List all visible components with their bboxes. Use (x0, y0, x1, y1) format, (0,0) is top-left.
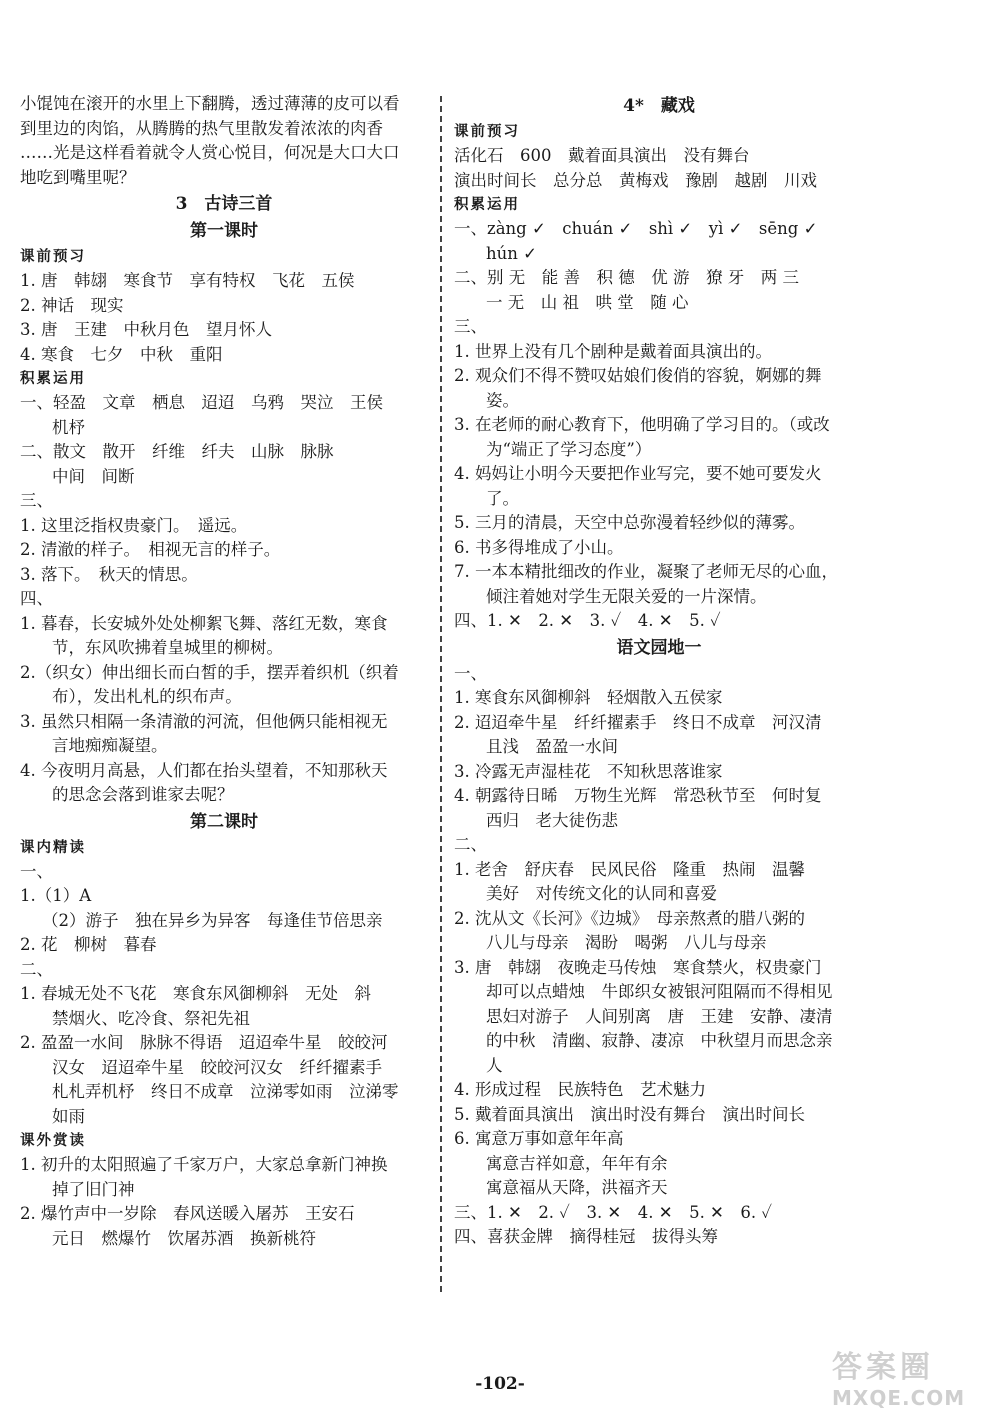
answer-line: 如雨 (52, 1106, 85, 1126)
answer-line: 姿。 (486, 390, 519, 410)
answer-line: 3. 落下。 秋天的情思。 (20, 564, 198, 584)
answer-line: 美好 对传统文化的认同和喜爱 (486, 884, 717, 903)
answer-line: 3. 唐 韩翃 夜晚走马传烛 寒食禁火，权贵豪门 (454, 957, 822, 977)
answer-line: 4. 形成过程 民族特色 艺术魅力 (454, 1080, 706, 1099)
answer-line: 6. 书多得堆成了小山。 (454, 537, 624, 557)
answer-line: 1. 春城无处不飞花 寒食东风御柳斜 无处 斜 (20, 984, 371, 1003)
answer-line: 一、 (454, 663, 487, 683)
answer-line: 一、 (20, 861, 53, 881)
answer-line: 掉了旧门神 (52, 1179, 135, 1199)
answer-line: 1. 初升的太阳照遍了千家万户，大家总拿新门神换 (20, 1155, 388, 1174)
answer-line: 二、别 无 能 善 积 德 优 游 獠 牙 两 三 (454, 268, 799, 287)
answer-line: 1. 暮春，长安城外处处柳絮飞舞、落红无数，寒食 (20, 613, 388, 633)
answer-line: 2. 盈盈一水间 脉脉不得语 迢迢牵牛星 皎皎河 (20, 1033, 388, 1052)
answer-line: 2. 花 柳树 暮春 (20, 935, 157, 954)
answer-line: 布），发出札札的织布声。 (52, 687, 242, 706)
answer-line: 思妇对游子 人间别离 唐 王建 安静、凄清 (486, 1006, 833, 1026)
watermark-logo: 答案圈 (832, 1350, 934, 1385)
answer-line: 寓意吉祥如意，年年有余 (486, 1153, 668, 1173)
answer-line: 中间 间断 (52, 466, 135, 486)
section-label: 课前预习 (454, 124, 520, 140)
answer-line: 4. 朝露待日晞 万物生光辉 常恐秋节至 何时复 (454, 786, 822, 805)
answer-line: 禁烟火、吃冷食、祭祀先祖 (52, 1008, 250, 1028)
answer-line: 1. 这里泛指权贵豪门。 遥远。 (20, 515, 248, 535)
answer-line: 的中秋 清幽、寂静、凄凉 中秋望月而思念亲 (486, 1031, 833, 1050)
section-label: 课内精读 (20, 839, 86, 856)
answer-line: 四、喜获金牌 摘得桂冠 拔得头筹 (454, 1227, 718, 1246)
answer-line: 节，东风吹拂着皇城里的柳树。 (52, 638, 283, 657)
answer-line: 二、 (454, 835, 487, 854)
answer-line: 1. 唐 韩翃 寒食节 享有特权 飞花 五侯 (20, 271, 355, 290)
answer-line: 1. 世界上没有几个剧种是戴着面具演出的。 (454, 341, 772, 361)
answer-line: 2. 神话 现实 (20, 295, 124, 315)
answer-line: 3. 冷露无声湿桂花 不知秋思落谁家 (454, 761, 723, 781)
answer-line: 札札弄机杼 终日不成章 泣涕零如雨 泣涕零 (52, 1082, 399, 1101)
answer-line: 了。 (486, 488, 519, 508)
answer-line: 3. 虽然只相隔一条清澈的河流，但他俩只能相视无 (20, 711, 388, 731)
answer-line: 西归 老大徒伤悲 (486, 810, 618, 830)
answer-line: 倾注着她对学生无限关爱的一片深情。 (486, 586, 767, 606)
section-label: 积累运用 (454, 197, 520, 213)
answer-line: 4. 妈妈让小明今天要把作业写完，要不她可要发火 (454, 464, 822, 483)
answer-line: 八儿与母亲 渴盼 喝粥 八儿与母亲 (486, 933, 767, 952)
column-divider (440, 96, 442, 1292)
answer-line: 到里边的肉馅，从腾腾的热气里散发着浓浓的肉香 (20, 118, 383, 138)
answer-line: 4. 寒食 七夕 中秋 重阳 (20, 344, 223, 364)
answer-line: 却可以点蜡烛 牛郎织女被银河阻隔而不得相见 (486, 982, 833, 1001)
answer-line: （2）游子 独在异乡为异客 每逢佳节倍思亲 (42, 910, 383, 930)
answer-line: 演出时间长 总分总 黄梅戏 豫剧 越剧 川戏 (454, 170, 817, 190)
answer-line: 机杼 (52, 417, 85, 437)
answer-line: 汉女 迢迢牵牛星 皎皎河汉女 纤纤擢素手 (52, 1057, 382, 1077)
section-label: 课外赏读 (20, 1133, 86, 1149)
answer-line: 四、 (20, 589, 53, 608)
answer-line: 寓意福从天降，洪福齐天 (486, 1178, 668, 1197)
page-number: -102- (475, 1374, 525, 1394)
watermark (832, 1342, 982, 1410)
answer-line: 4. 今夜明月高悬，人们都在抬头望着，不知那秋天 (20, 760, 388, 780)
answer-line: 一、轻盈 文章 栖息 迢迢 乌鸦 哭泣 王侯 (20, 393, 383, 412)
answer-line: 2. 爆竹声中一岁除 春风送暖入屠苏 王安石 (20, 1204, 355, 1223)
answer-line: 三、1. ✕ 2. ✓ 3. ✕ 4. ✕ 5. ✕ 6. ✓ (454, 1202, 773, 1222)
answer-line: 5. 戴着面具演出 演出时没有舞台 演出时间长 (454, 1104, 805, 1124)
answer-line: 1.（1）A (20, 886, 92, 905)
answer-line: 且浅 盈盈一水间 (486, 737, 618, 756)
answer-line: 四、1. ✕ 2. ✕ 3. ✓ 4. ✕ 5. ✓ (454, 611, 721, 630)
answer-line: 2. 迢迢牵牛星 纤纤擢素手 终日不成章 河汉清 (454, 712, 822, 732)
answer-line: 元日 燃爆竹 饮屠苏酒 换新桃符 (52, 1228, 316, 1248)
answer-line: 三、 (20, 491, 53, 510)
left-column (20, 92, 428, 1251)
answer-line: 2. 观众们不得不赞叹姑娘们俊俏的容貌，婀娜的舞 (454, 366, 822, 385)
answer-line: 二、 (20, 959, 53, 979)
answer-line: 3. 在老师的耐心教育下，他明确了学习目的。（或改 (454, 415, 830, 434)
answer-line: 活化石 600 戴着面具演出 没有舞台 (454, 146, 750, 165)
answer-line: 3. 唐 王建 中秋月色 望月怀人 (20, 320, 272, 339)
answer-line: 三、 (454, 317, 487, 336)
answer-line: 2. 沈从文《长河》《边城》 母亲熬煮的腊八粥的 (454, 908, 805, 928)
answer-line: 5. 三月的清晨，天空中总弥漫着轻纱似的薄雾。 (454, 513, 805, 532)
section-title: 4* 藏戏 (623, 96, 695, 116)
right-column (454, 92, 864, 1250)
answer-line: 1. 寒食东风御柳斜 轻烟散入五侯家 (454, 688, 723, 707)
answer-line: 2. 清澈的样子。 相视无言的样子。 (20, 540, 281, 559)
section-title: 第一课时 (190, 221, 258, 241)
answer-line: ……光是这样看着就令人赏心悦目，何况是大口大口 (20, 143, 400, 162)
answer-line: 为“端正了学习态度”） (486, 439, 652, 459)
answer-line: 地吃到嘴里呢？ (20, 167, 136, 187)
section-title: 语文园地一 (616, 637, 702, 658)
answer-line: 小馄饨在滚开的水里上下翻腾，透过薄薄的皮可以看 (20, 94, 400, 113)
answer-line: 6. 寓意万事如意年年高 (454, 1129, 624, 1148)
answer-line: 一、zàng ✓ chuán ✓ shì ✓ yì ✓ sēng ✓ (454, 219, 818, 238)
answer-line: 2.（织女）伸出细长而白皙的手，摆弄着织机（织着 (20, 662, 399, 682)
answer-line: 人 (486, 1055, 503, 1075)
watermark-url: MXQE.COM (832, 1386, 966, 1410)
answer-line: 言地痴痴凝望。 (52, 736, 168, 755)
answer-line: 1. 老舍 舒庆春 民风民俗 隆重 热闹 温馨 (454, 859, 805, 879)
section-label: 课前预习 (20, 249, 86, 265)
section-label: 积累运用 (20, 371, 86, 387)
answer-line: 7. 一本本精批细改的作业，凝聚了老师无尽的心血， (454, 562, 838, 581)
answer-line: hún ✓ (486, 243, 537, 263)
section-title: 第二课时 (190, 811, 258, 832)
section-title: 3 古诗三首 (175, 194, 273, 214)
answer-line: 二、散文 散开 纤维 纤夫 山脉 脉脉 (20, 442, 334, 461)
answer-line: 一 无 山 祖 哄 堂 随 心 (486, 292, 689, 312)
answer-line: 的思念会落到谁家去呢？ (52, 785, 234, 804)
